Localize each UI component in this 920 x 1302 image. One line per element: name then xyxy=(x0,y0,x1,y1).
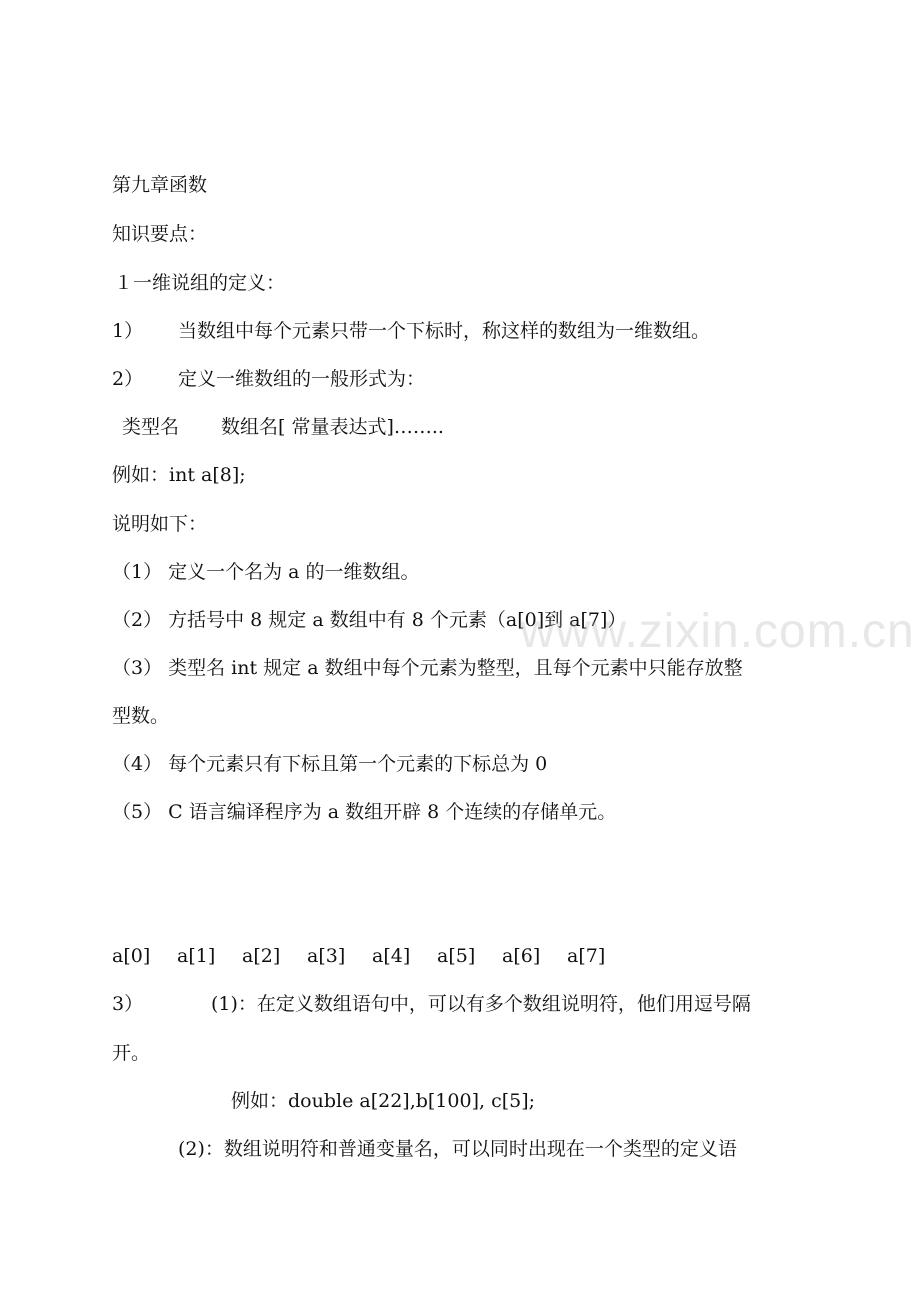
point3-sub2: (2)：数组说明符和普通变量名，可以同时出现在一个类型的定义语 xyxy=(178,1138,737,1160)
array-cell: a[7] xyxy=(567,945,606,967)
key-points-heading: 知识要点： xyxy=(112,223,208,245)
syntax-type-name: 类型名 xyxy=(122,416,180,438)
array-cell: a[3] xyxy=(307,945,346,967)
explanation-heading: 说明如下： xyxy=(112,513,208,535)
point1-text: 当数组中每个元素只带一个下标时，称这样的数组为一维数组。 xyxy=(178,320,711,342)
section1-heading: １一维说组的定义： xyxy=(114,272,286,294)
point1-number: 1） xyxy=(112,320,144,342)
note-2: （2） 方括号中 8 规定 a 数组中有 8 个元素（a[0]到 a[7]） xyxy=(112,609,627,631)
point3-text-line1: (1)：在定义数组语句中，可以有多个数组说明符，他们用逗号隔 xyxy=(211,993,751,1015)
array-cell: a[1] xyxy=(177,945,216,967)
syntax-array-form: 数组名[ 常量表达式]…….. xyxy=(221,416,444,438)
point3-number: 3） xyxy=(112,993,144,1015)
array-cell: a[0] xyxy=(112,945,151,967)
point3-example: 例如：double a[22],b[100], c[5]; xyxy=(231,1090,536,1112)
watermark-text: www.zixin.com.cn xyxy=(520,605,915,658)
point2-number: 2） xyxy=(112,368,144,390)
array-cell: a[2] xyxy=(242,945,281,967)
note-3-line1: （3） 类型名 int 规定 a 数组中每个元素为整型，且每个元素中只能存放整 xyxy=(112,657,743,679)
note-1: （1） 定义一个名为 a 的一维数组。 xyxy=(112,561,420,583)
note-5: （5） C 语言编译程序为 a 数组开辟 8 个连续的存储单元。 xyxy=(112,801,617,823)
point3-text-line2: 开。 xyxy=(112,1042,151,1064)
array-cell: a[5] xyxy=(437,945,476,967)
note-4: （4） 每个元素只有下标且第一个元素的下标总为 0 xyxy=(112,753,548,775)
point2-text: 定义一维数组的一般形式为： xyxy=(178,368,426,390)
array-cell: a[4] xyxy=(372,945,411,967)
chapter-title: 第九章函数 xyxy=(112,174,208,196)
example-line: 例如：int a[8]; xyxy=(112,464,246,486)
note-3-line2: 型数。 xyxy=(112,705,170,727)
array-cell: a[6] xyxy=(502,945,541,967)
